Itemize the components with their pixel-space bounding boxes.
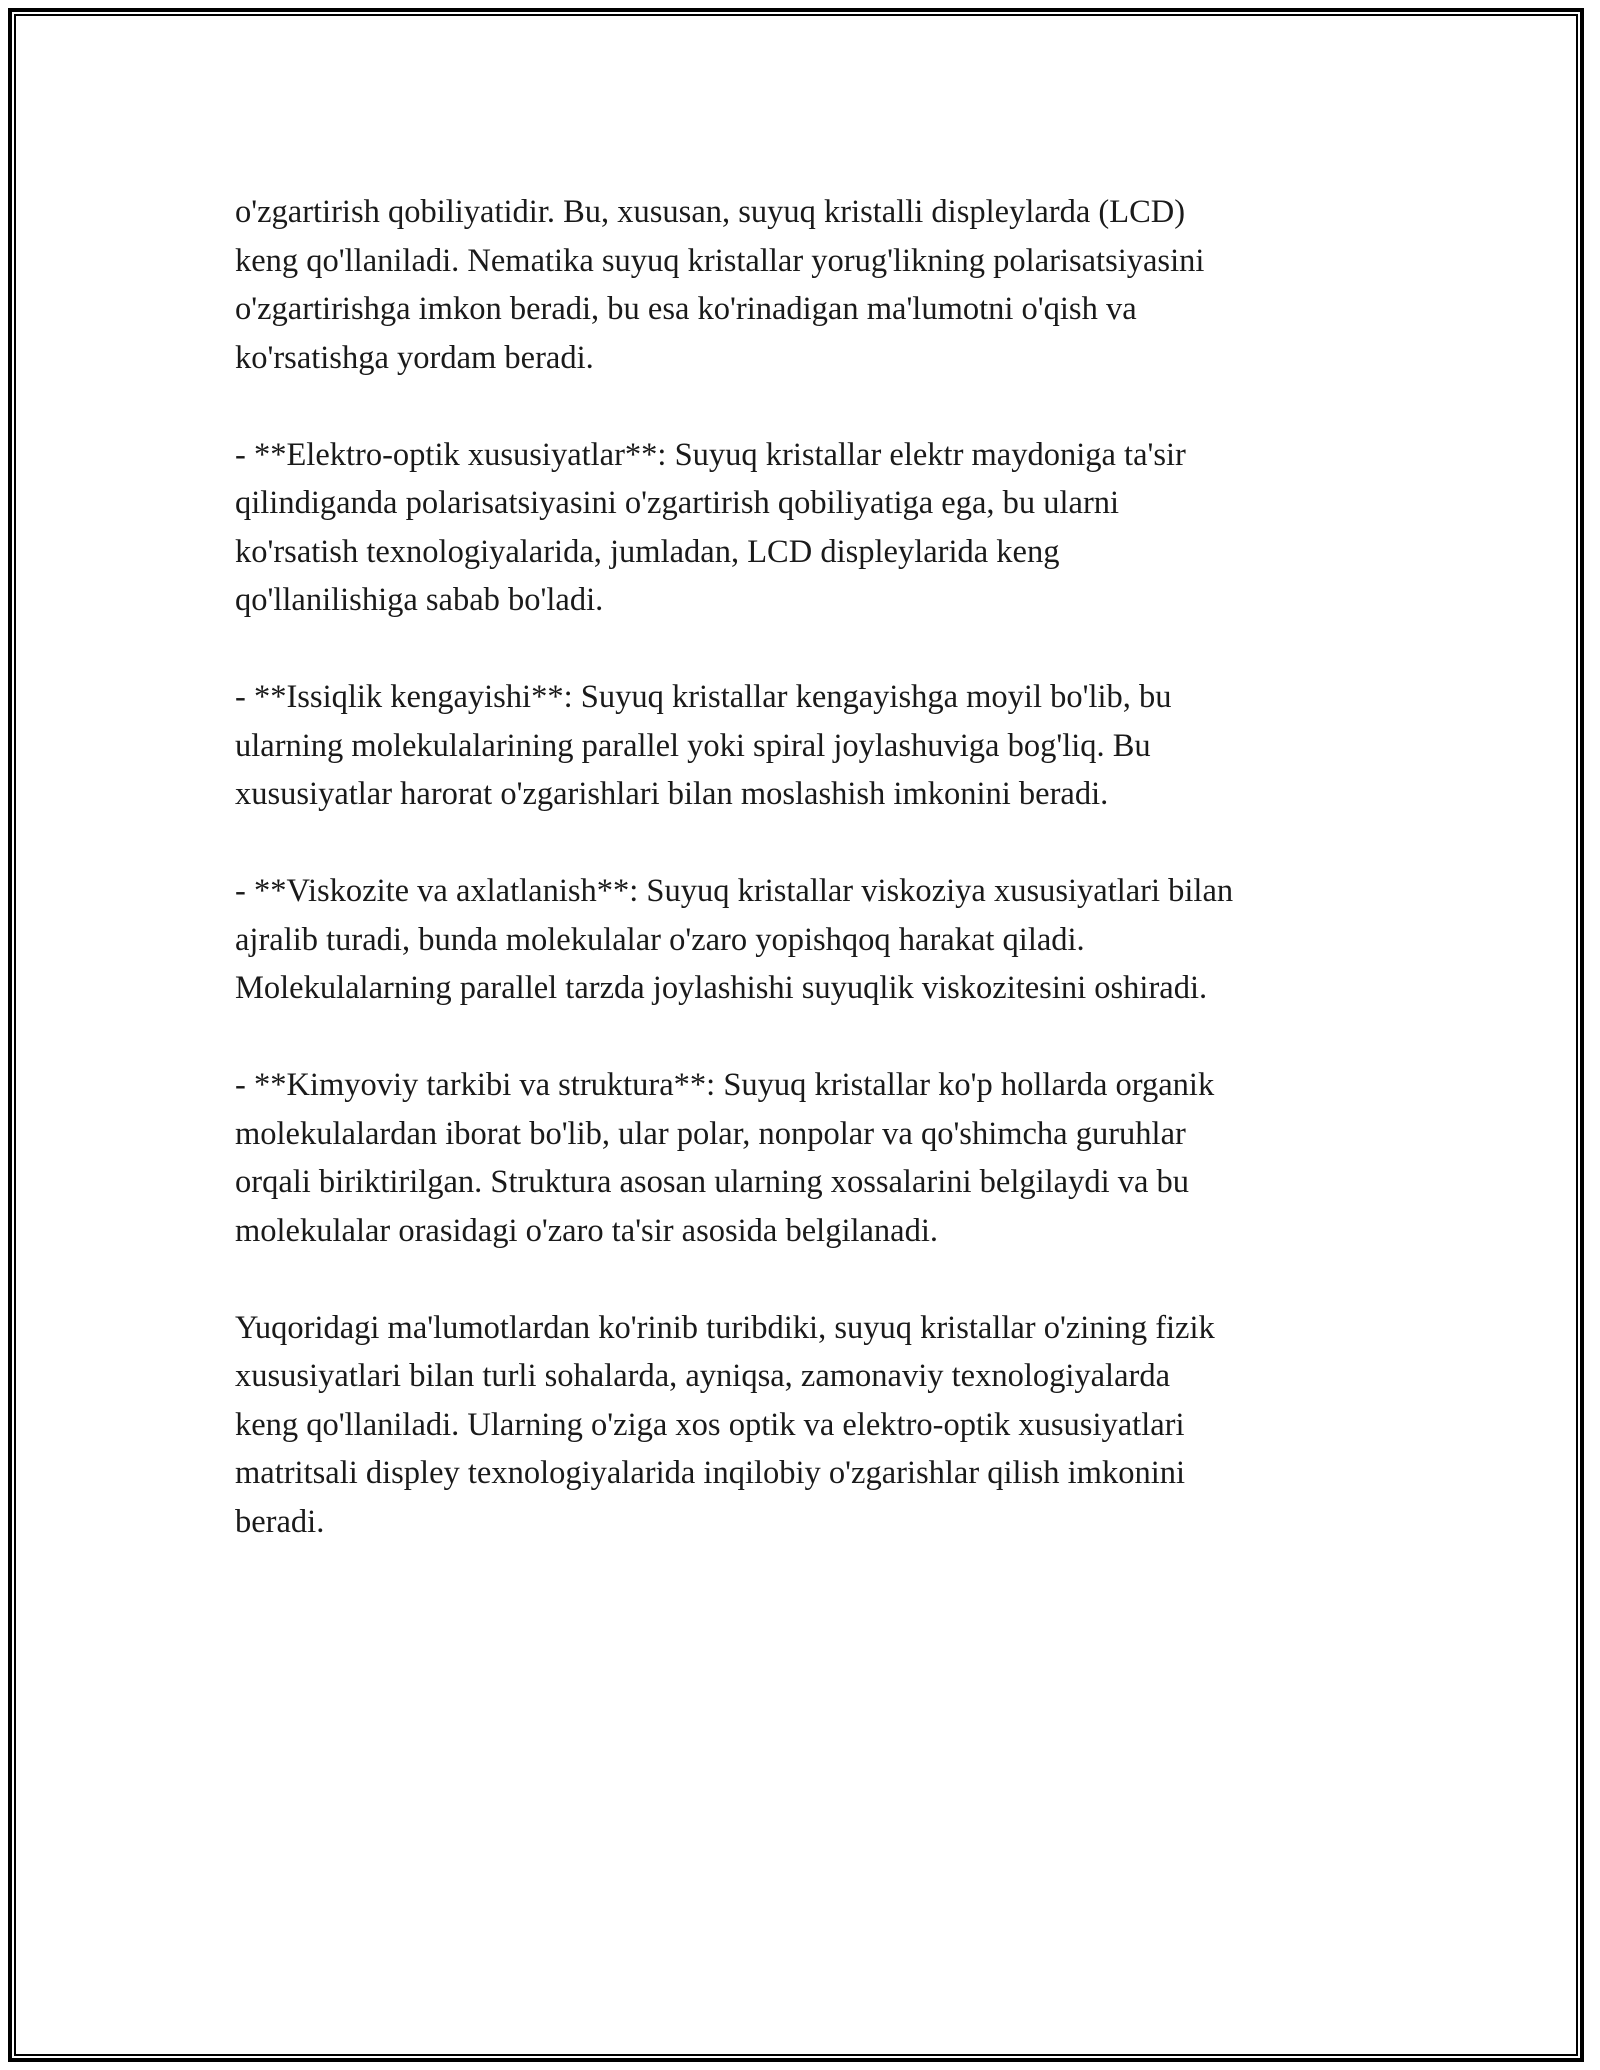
text-line: orqali biriktirilgan. Struktura asosan ularning xossalarini belgilaydi va bu [235, 1164, 1190, 1200]
paragraph-electro-optic [235, 431, 1375, 625]
text-line: xususiyatlari bilan turli sohalarda, ayniqsa, zamonaviy texnologiyalarda [235, 1358, 1171, 1394]
text-line: ko'rsatishga yordam beradi. [235, 339, 594, 376]
text-line: beradi. [235, 1503, 325, 1540]
text-line: o'zgartirish qobiliyatidir. Bu, xususan, suyuq kristalli displeylarda (LCD) [235, 194, 1186, 230]
text-line: matritsali displey texnologiyalarida inqilobiy o'zgarishlar qilish imkonini [235, 1455, 1186, 1491]
paragraph-conclusion [235, 1304, 1375, 1547]
text-line: ularning molekulalarining parallel yoki spiral joylashuviga bog'liq. Bu [235, 727, 1151, 764]
text-line: Molekulalarning parallel tarzda joylashishi suyuqlik viskozitesini oshiradi. [235, 970, 1208, 1006]
text-line: qilindiganda polarisatsiyasini o'zgartirish qobiliyatiga ega, bu ularni [235, 485, 1120, 521]
text-line: molekulalardan iborat bo'lib, ular polar, nonpolar va qo'shimcha guruhlar [235, 1115, 1186, 1152]
text-line: ko'rsatish texnologiyalarida, jumladan, LCD displeylarida keng [235, 533, 1060, 570]
text-line: - **Issiqlik kengayishi**: Suyuq kristallar kengayishga moyil bo'lib, bu [235, 679, 1172, 715]
text-line: qo'llanilishiga sabab bo'ladi. [235, 582, 604, 618]
paragraph-viscosity [235, 867, 1375, 1013]
text-line: xususiyatlar harorat o'zgarishlari bilan moslashish imkonini beradi. [235, 776, 1109, 812]
text-line: - **Viskozite va axlatlanish**: Suyuq kristallar viskoziya xususiyatlari bilan [235, 873, 1234, 909]
text-line: Yuqoridagi ma'lumotlardan ko'rinib turibdiki, suyuq kristallar o'zining fizik [235, 1309, 1215, 1346]
paragraph-thermal-expansion [235, 673, 1375, 819]
text-line: - **Elektro-optik xususiyatlar**: Suyuq kristallar elektr maydoniga ta'sir [235, 436, 1186, 473]
text-line: ajralib turadi, bunda molekulalar o'zaro yopishqoq harakat qiladi. [235, 921, 1085, 958]
document-body [235, 188, 1375, 1595]
text-line: - **Kimyoviy tarkibi va struktura**: Suyuq kristallar ko'p hollarda organik [235, 1067, 1215, 1103]
paragraph-chemical-structure [235, 1061, 1375, 1255]
text-line: keng qo'llaniladi. Ularning o'ziga xos optik va elektro-optik xususiyatlari [235, 1406, 1185, 1443]
text-line: molekulalar orasidagi o'zaro ta'sir asosida belgilanadi. [235, 1212, 939, 1249]
text-line: keng qo'llaniladi. Nematika suyuq kristallar yorug'likning polarisatsiyasini [235, 242, 1205, 279]
paragraph-lcd-intro [235, 188, 1375, 382]
text-line: o'zgartirishga imkon beradi, bu esa ko'rinadigan ma'lumotni o'qish va [235, 291, 1137, 327]
